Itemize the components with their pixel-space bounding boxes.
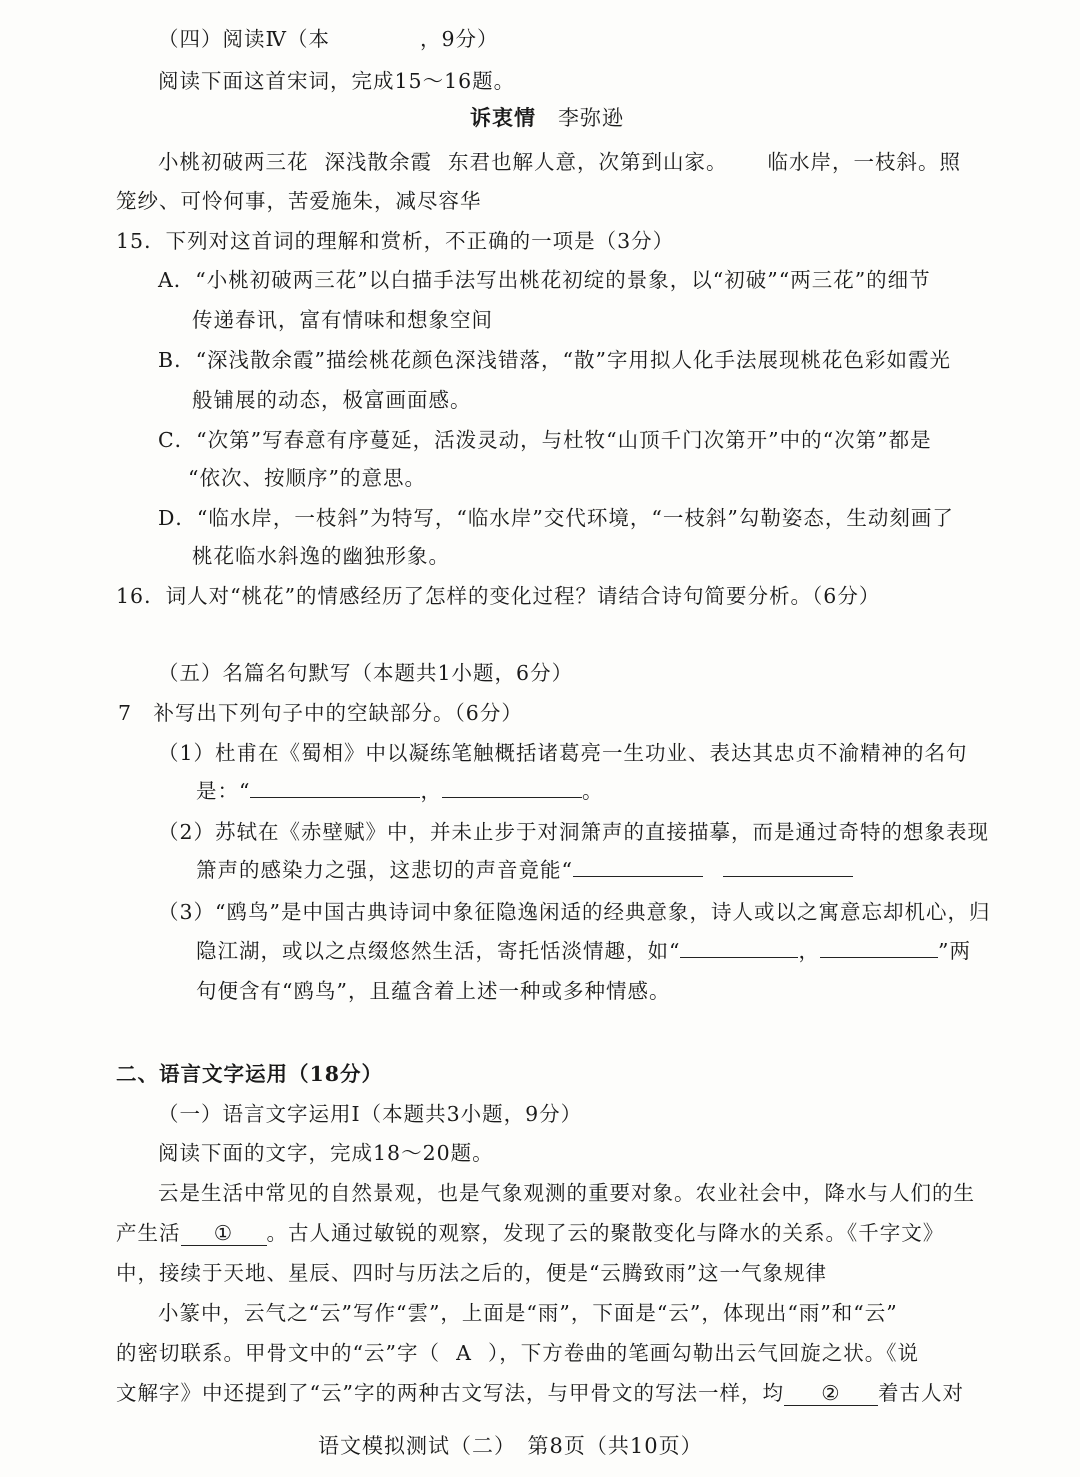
- answer-blank-2[interactable]: [442, 779, 582, 798]
- reading4-instruction: 阅读下面这首宋词，完成15～16题。: [158, 69, 516, 93]
- poem-line-1a: 小桃初破两三花: [158, 150, 309, 174]
- q17-part3-sep: ，: [798, 939, 820, 963]
- poem-title-line: [470, 102, 624, 132]
- para2-prefix: 的密切联系。甲骨文中的“云”字（: [116, 1341, 440, 1365]
- para2-suffix: ），下方卷曲的笔画勾勒出云气回旋之状。《说: [487, 1341, 919, 1365]
- part2-heading: 二、语言文字运用（18分）: [116, 1062, 384, 1086]
- para2-line2: [116, 1336, 919, 1366]
- para1-line3: 中，接续于天地、星辰、四时与历法之后的，便是“云腾致雨”这一气象规律: [116, 1261, 827, 1285]
- answer-blank-5[interactable]: [680, 939, 798, 958]
- q15-option-a-line1: A．“小桃初破两三花”以白描手法写出桃花初绽的景象，以“初破”“两三花”的细节: [158, 268, 931, 292]
- q17-part2-line1: （2）苏轼在《赤壁赋》中，并未止步于对洞箫声的直接描摹，而是通过奇特的想象表现: [158, 820, 990, 844]
- para1-line2: [116, 1216, 944, 1246]
- part2-subheading: （一）语言文字运用Ⅰ（本题共3小题，9分）: [158, 1102, 583, 1126]
- poem-line-1d: 临水岸，一枝斜。照: [767, 150, 961, 174]
- text-blank-1[interactable]: [181, 1221, 267, 1246]
- poem-author: 李弥逊: [558, 106, 624, 130]
- q17-part3-line3: 句便含有“鸥鸟”，且蕴含着上述一种或多种情感。: [196, 979, 671, 1003]
- q15-option-c-line1: C．“次第”写春意有序蔓延，活泼灵动，与杜牧“山顶千门次第开”中的“次第”都是: [158, 428, 932, 452]
- q17-part3-prefix: 隐江湖，或以之点缀悠然生活，寄托恬淡情趣，如“: [196, 939, 681, 963]
- q15-option-b-line2: 般铺展的动态，极富画面感。: [192, 388, 472, 412]
- poem-title: 诉衷情: [470, 105, 536, 130]
- part2-instruction: 阅读下面的文字，完成18～20题。: [158, 1141, 494, 1165]
- q17-part1-line2: [196, 774, 603, 804]
- q15-option-d-line2: 桃花临水斜逸的幽独形象。: [192, 544, 450, 568]
- q17-part2-prefix: 箫声的感染力之强，这悲切的声音竟能“: [196, 858, 573, 882]
- answer-blank-3[interactable]: [573, 858, 703, 877]
- reading4-heading-end: ，9分）: [419, 27, 499, 51]
- answer-blank-4[interactable]: [723, 858, 853, 877]
- para1-prefix: 产生活: [116, 1221, 181, 1245]
- q15-option-c-line2: “依次、按顺序”的意思。: [188, 466, 426, 490]
- reading4-heading: [158, 22, 499, 52]
- para2-line3: [116, 1376, 964, 1406]
- q15-option-a-line2: 传递春讯，富有情味和想象空间: [192, 308, 493, 332]
- blank-2-label: ②: [821, 1381, 841, 1405]
- reading4-heading-start: （四）阅读Ⅳ（本: [158, 27, 330, 51]
- blank-1-label: ①: [213, 1221, 234, 1245]
- para1-line1: 云是生活中常见的自然景观，也是气象观测的重要对象。农业社会中，降水与人们的生: [158, 1181, 975, 1205]
- page-footer: 语文模拟测试（二） 第8页（共10页）: [318, 1434, 703, 1458]
- answer-blank-6[interactable]: [820, 939, 938, 958]
- q17-part3-line1: （3）“鸥鸟”是中国古典诗词中象征隐逸闲适的经典意象，诗人或以之寓意忘却机心，归: [158, 900, 991, 924]
- section5-heading: （五）名篇名句默写（本题共1小题，6分）: [158, 661, 574, 685]
- para2-line3-prefix: 文解字》中还提到了“云”字的两种古文写法，与甲骨文的写法一样，均: [116, 1381, 784, 1405]
- q16-stem: 16．词人对“桃花”的情感经历了怎样的变化过程？请结合诗句简要分析。（6分）: [116, 584, 881, 608]
- q17-part2-line2: [196, 853, 853, 883]
- poem-line-1c: 东君也解人意，次第到山家。: [448, 150, 728, 174]
- q17-part1-sep: ，: [420, 779, 442, 803]
- q17-part3-suffix: ”两: [937, 939, 971, 963]
- oracle-bone-symbol-placeholder: A: [456, 1341, 472, 1365]
- q17-part3-line2: [196, 934, 971, 964]
- q15-stem: 15．下列对这首词的理解和赏析，不正确的一项是（3分）: [116, 229, 675, 253]
- text-blank-2[interactable]: [784, 1381, 878, 1406]
- q17-part1-end: 。: [581, 779, 604, 803]
- q15-option-b-line1: B．“深浅散余霞”描绘桃花颜色深浅错落，“散”字用拟人化手法展现桃花色彩如霞光: [158, 348, 951, 372]
- poem-line-2: 笼纱、可怜何事，苦爱施朱，减尽容华: [116, 189, 482, 213]
- q17-stem: 7 补写出下列句子中的空缺部分。（6分）: [118, 701, 523, 725]
- poem-line-1: [158, 145, 961, 175]
- para2-line1: 小篆中，云气之“云”写作“雲”，上面是“雨”，下面是“云”，体现出“雨”和“云”: [158, 1301, 898, 1325]
- q17-part1-line1: （1）杜甫在《蜀相》中以凝练笔触概括诸葛亮一生功业、表达其忠贞不渝精神的名句: [158, 741, 968, 765]
- para1-suffix: 。古人通过敏锐的观察，发现了云的聚散变化与降水的关系。《千字文》: [266, 1221, 945, 1245]
- q17-part1-prefix: 是：“: [196, 779, 251, 803]
- answer-blank-1[interactable]: [250, 779, 420, 798]
- q15-option-d-line1: D．“临水岸，一枝斜”为特写，“临水岸”交代环境，“一枝斜”勾勒姿态，生动刻画了: [158, 506, 954, 530]
- poem-line-1b: 深浅散余霞: [324, 150, 432, 174]
- para2-line3-suffix: 着古人对: [877, 1381, 964, 1405]
